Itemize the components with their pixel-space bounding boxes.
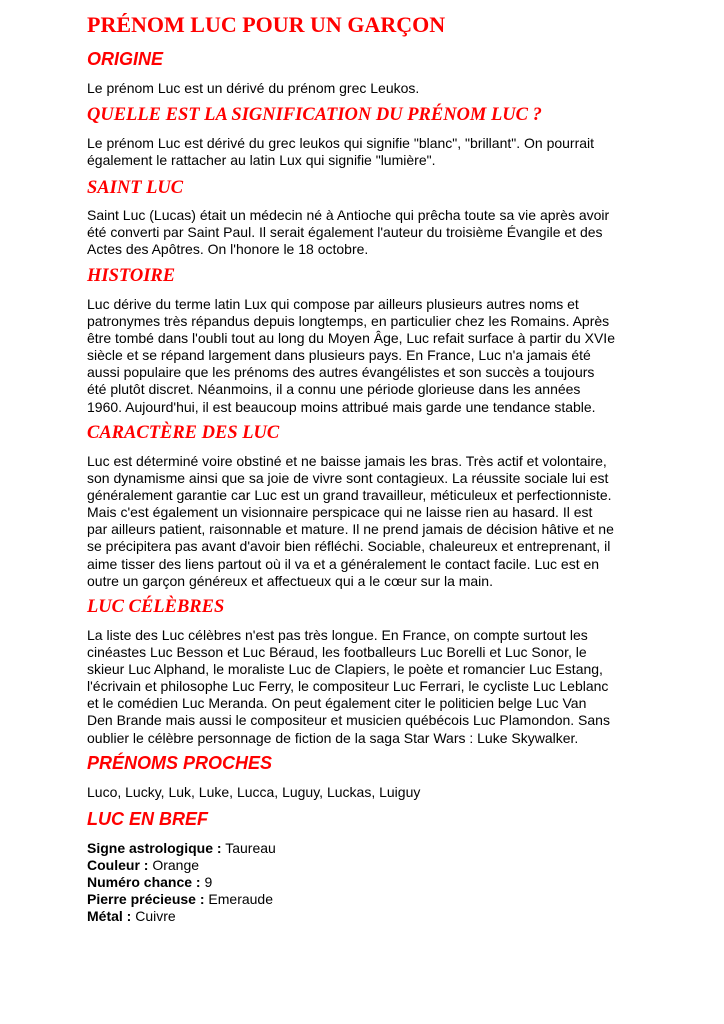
text-line: Le prénom Luc est un dérivé du prénom grec Leukos. [87, 80, 420, 96]
text-line: patronymes très répandus depuis longtemps, en particulier chez les Romains. Après [87, 313, 610, 330]
facts-list [87, 840, 647, 925]
text-line: également le rattacher au latin Lux qui signifie "lumière". [87, 152, 436, 169]
heading-celebres: LUC CÉLÈBRES [87, 597, 225, 617]
text-line: cinéastes Luc Besson et Luc Béraud, les footballeurs Luc Borelli et Luc Sonor, le [87, 644, 587, 661]
text-line: siècle et se répand largement dans plusieurs pays. En France, Luc n'a jamais été [87, 347, 591, 364]
fact-couleur [87, 857, 647, 874]
heading-prenoms-proches: PRÉNOMS PROCHES [87, 753, 273, 773]
fact-label: Signe astrologique : [87, 840, 222, 856]
text-line: Le prénom Luc est dérivé du grec leukos qui signifie "blanc", "brillant". On pourrait [87, 135, 595, 151]
paragraph-signification [87, 135, 647, 169]
fact-metal [87, 908, 647, 925]
paragraph-celebres [87, 627, 647, 747]
text-line: La liste des Luc célèbres n'est pas très longue. En France, on compte surtout les [87, 627, 588, 643]
heading-signification: QUELLE EST LA SIGNIFICATION DU PRÉNOM LUC ? [87, 105, 542, 125]
fact-label: Numéro chance : [87, 874, 201, 891]
heading-histoire: HISTOIRE [87, 266, 176, 286]
text-line: et le comédien Luc Meranda. On peut également citer le politicien belge Luc Van [87, 695, 587, 712]
fact-value: Cuivre [135, 908, 176, 925]
text-line: été plutôt discret. Néanmoins, il a connu une période glorieuse dans les années [87, 381, 581, 398]
heading-saint-luc: SAINT LUC [87, 178, 184, 198]
heading-luc-en-bref: LUC EN BREF [87, 809, 208, 829]
text-line: outre un garçon généreux et affectueux qui a le cœur sur la main. [87, 572, 493, 589]
paragraph-origine [87, 80, 647, 97]
text-line: généralement garantie car Luc est un grand travailleur, méticuleux et perfectionniste. [87, 487, 612, 504]
text-line: Luco, Lucky, Luk, Luke, Lucca, Luguy, Luckas, Luiguy [87, 784, 421, 800]
text-line: l'écrivain et philosophe Luc Ferry, le compositeur Luc Ferrari, le cycliste Luc Leblanc [87, 678, 609, 695]
fact-value: Orange [152, 857, 200, 874]
text-line: son dynamisme ainsi que sa joie de vivre sont contagieux. La réussite sociale lui est [87, 470, 609, 487]
text-line: oublier le célèbre personnage de fiction de la saga Star Wars : Luke Skywalker. [87, 729, 579, 746]
heading-caractere: CARACTÈRE DES LUC [87, 423, 280, 443]
text-line: Luc est déterminé voire obstiné et ne baisse jamais les bras. Très actif et volontaire, [87, 453, 607, 469]
fact-value: Taureau [225, 840, 276, 856]
text-line: Mais c'est également un visionnaire perspicace qui ne laisse rien au hasard. Il est [87, 504, 593, 521]
fact-value: 9 [204, 874, 213, 891]
text-line: été converti par Saint Paul. Il serait également l'auteur du troisième Évangile et des [87, 224, 603, 241]
text-line: se précipitera pas avant d'avoir bien réfléchi. Sociable, chaleureux et entreprenant, il [87, 538, 611, 555]
paragraph-prenoms-proches [87, 784, 647, 801]
fact-label: Métal : [87, 908, 132, 925]
text-line: aime tisser des liens partout où il va et a généralement le contact facile. Luc est en [87, 555, 600, 572]
paragraph-caractere [87, 453, 647, 590]
fact-signe [87, 840, 647, 857]
text-line: aussi populaire que les prénoms des autres évangélistes et son succès a toujours [87, 364, 595, 381]
text-line: 1960. Aujourd'hui, il est beaucoup moins attribué mais garde une tendance stable. [87, 398, 596, 415]
paragraph-histoire [87, 296, 647, 416]
page-title: PRÉNOM LUC POUR UN GARÇON [87, 12, 446, 37]
fact-label: Couleur : [87, 857, 149, 874]
text-line: par ailleurs patient, raisonnable et mature. Il ne prend jamais de décision hâtive et ne [87, 521, 614, 538]
fact-label: Pierre précieuse : [87, 891, 205, 908]
heading-origine: ORIGINE [87, 49, 164, 69]
text-line: Saint Luc (Lucas) était un médecin né à Antioche qui prêcha toute sa vie après avoir [87, 207, 610, 223]
text-line: skieur Luc Alphand, le moraliste Luc de Clapiers, le poète et romancier Luc Estang, [87, 661, 603, 678]
fact-value: Emeraude [208, 891, 273, 908]
text-line: Luc dérive du terme latin Lux qui compose par ailleurs plusieurs autres noms et [87, 296, 579, 312]
text-line: Den Brande mais aussi le compositeur et musicien québécois Luc Plamondon. Sans [87, 712, 610, 729]
fact-pierre [87, 891, 647, 908]
text-line: être tombé dans l'oubli tout au long du Moyen Âge, Luc refait surface à partir du XVIe [87, 330, 615, 347]
text-line: Actes des Apôtres. On l'honore le 18 octobre. [87, 241, 369, 258]
fact-numero-chance [87, 874, 647, 891]
paragraph-saint-luc [87, 207, 647, 258]
